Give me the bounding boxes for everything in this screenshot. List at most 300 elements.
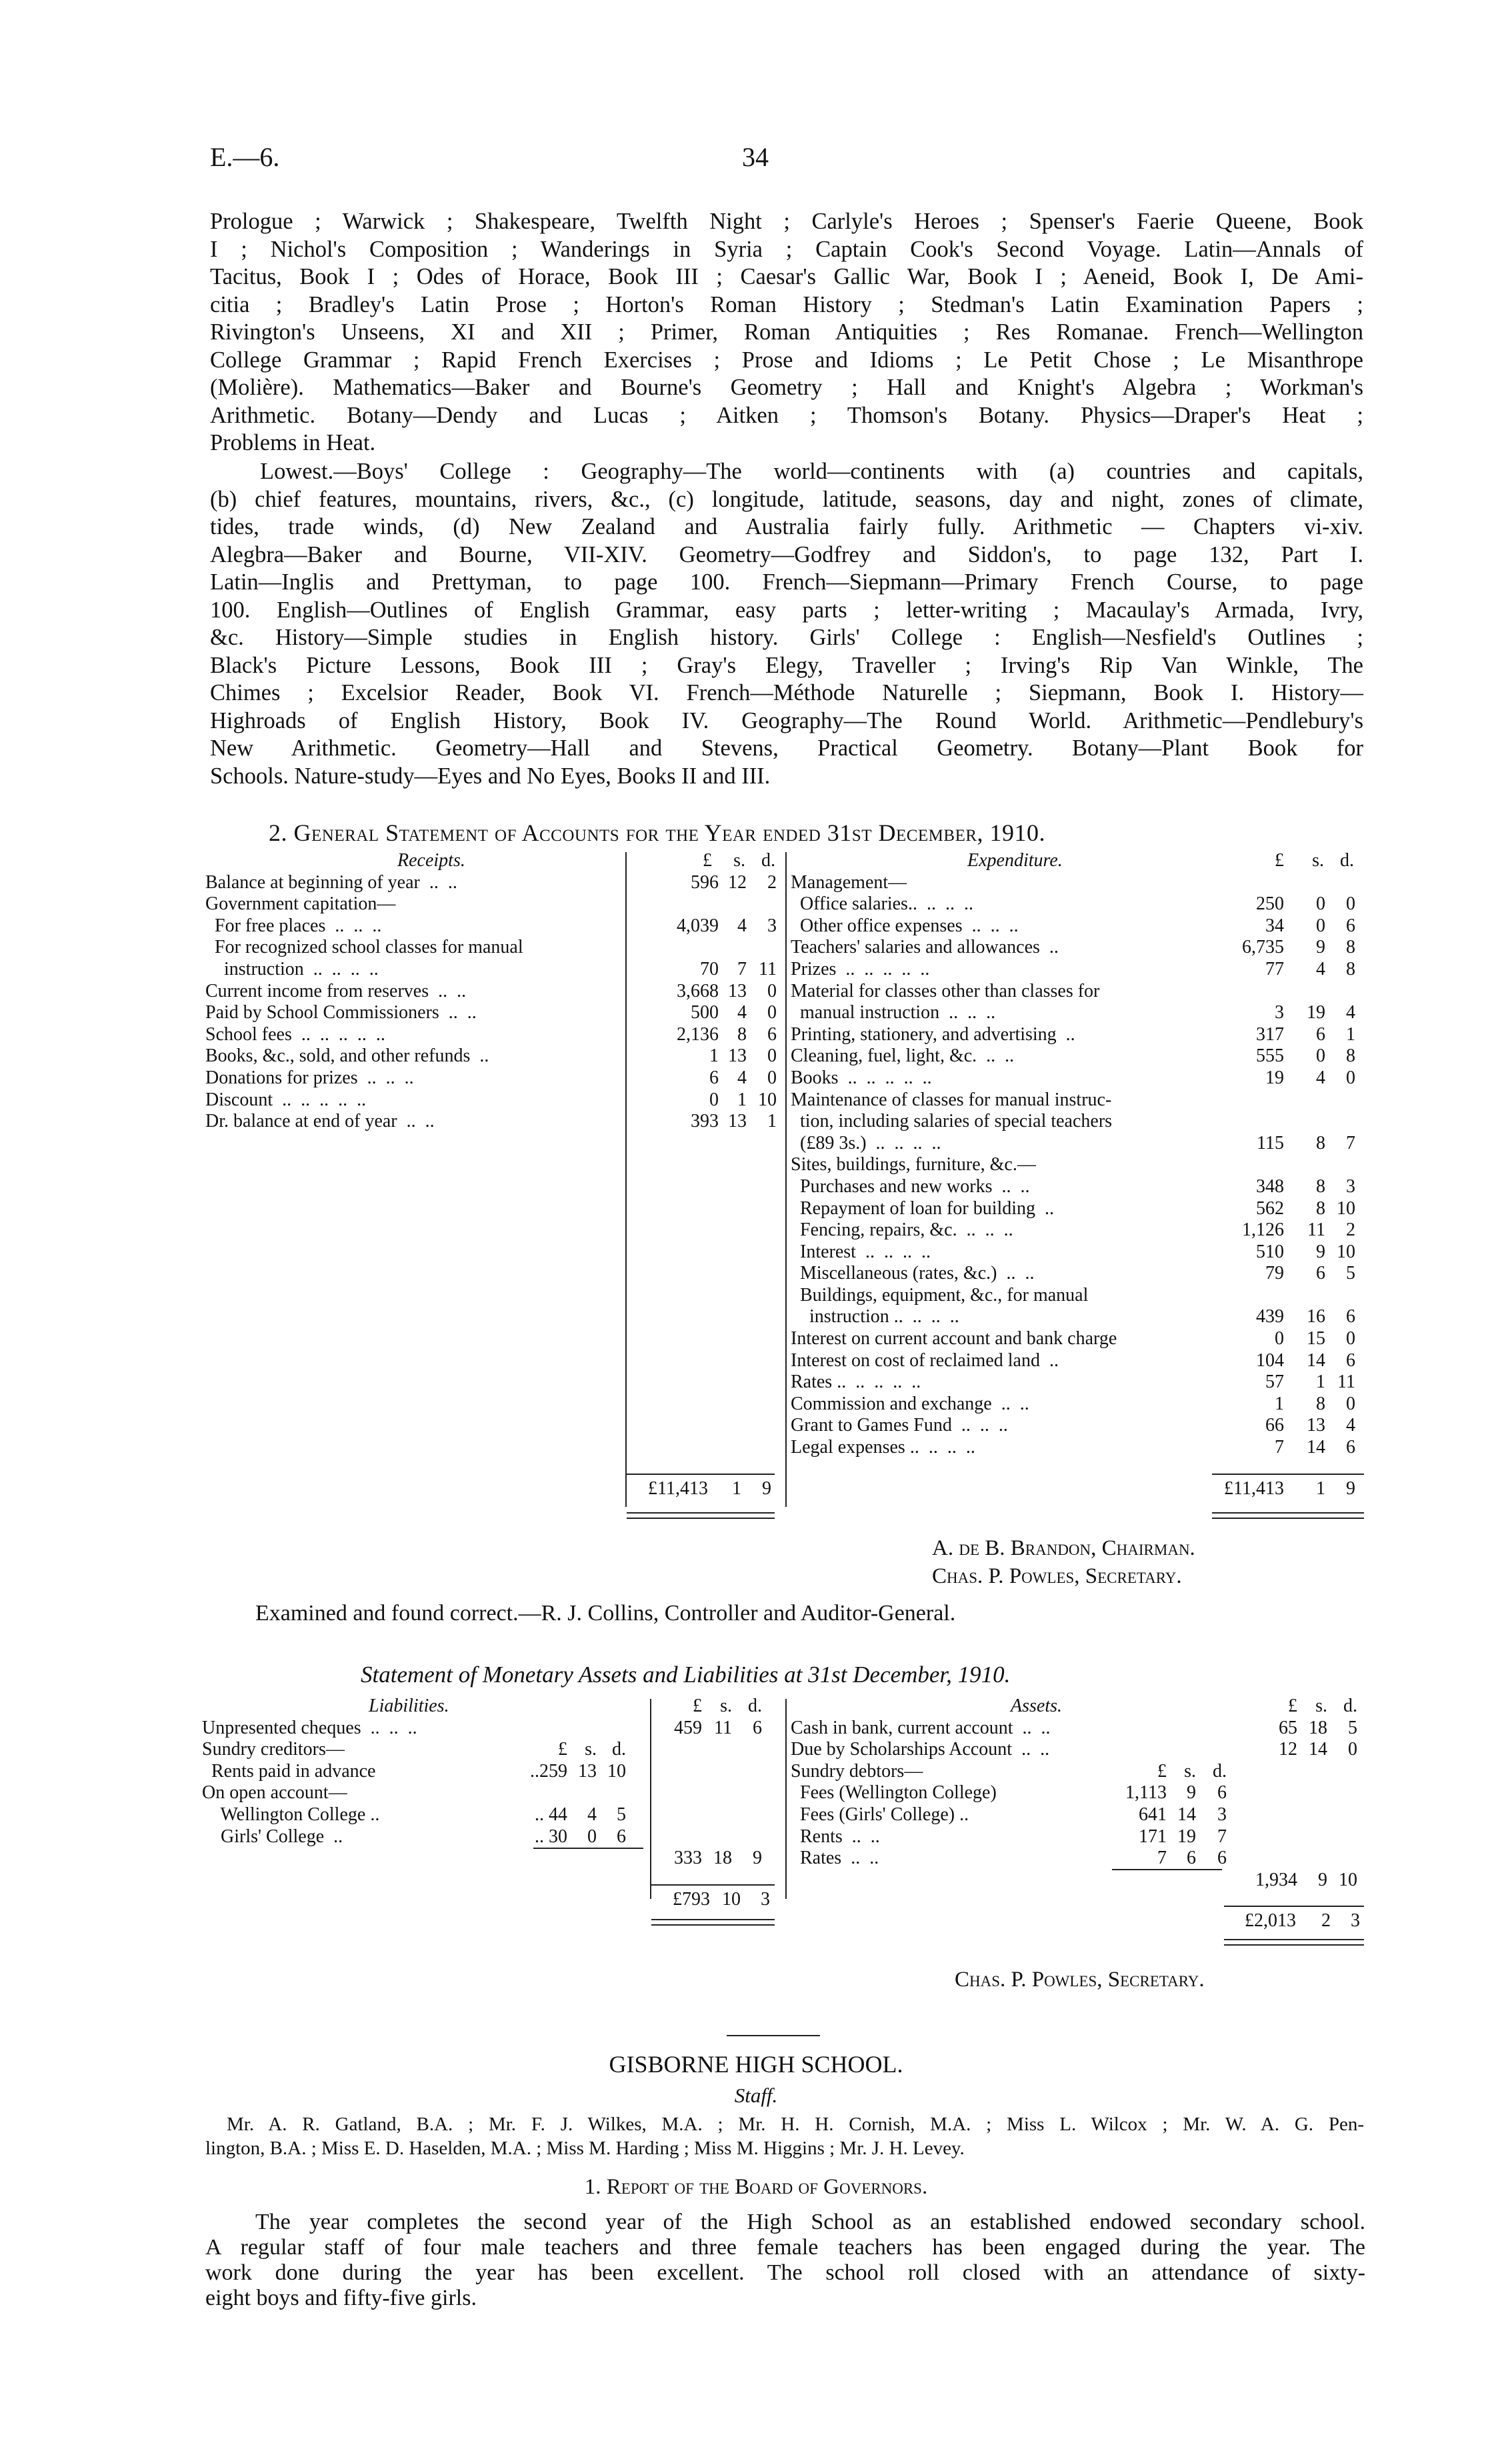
amount-pounds: 500 — [691, 1002, 719, 1023]
amount-shillings: 4 — [737, 1067, 747, 1088]
text-line: The year completes the second year of the High School as an established endowed secondary school. — [255, 2210, 1365, 2234]
amount-shillings: 14 — [1307, 1350, 1325, 1371]
amount-shillings: 1 — [1316, 1372, 1325, 1393]
amount-shillings: 15 — [1307, 1328, 1325, 1350]
amount-shillings: 8 — [1316, 1132, 1325, 1153]
row-label: Purchases and new works .. .. — [791, 1175, 1030, 1197]
text-line: A regular staff of four male teachers and three female teachers has been engaged during the year. The — [205, 2235, 1365, 2260]
amount-shillings: 14 — [1309, 1739, 1327, 1760]
assets-header-row — [791, 1696, 1364, 1718]
expenditure-double-rule-2 — [1212, 1518, 1364, 1519]
inner-pounds: 1,113 — [1125, 1782, 1167, 1804]
row-label: Miscellaneous (rates, &c.) .. .. — [791, 1263, 1035, 1284]
table-row — [791, 1089, 1364, 1111]
report-paragraph — [205, 2210, 1365, 2311]
inner-pence: 7 — [1217, 1826, 1227, 1847]
assets-column-divider — [785, 1699, 787, 1899]
table-row — [791, 1848, 1364, 1870]
liabilities-total-shillings: 10 — [722, 1889, 741, 1910]
expenditure-heading: Expenditure. — [967, 850, 1063, 871]
staff-list-line-2: lington, B.A. ; Miss E. D. Haselden, M.A. ; Miss M. Harding ; Miss M. Higgins ; Mr. J. H. Levey. — [205, 2138, 965, 2159]
report-heading: 1. Report of the Board of Governors. — [584, 2175, 928, 2199]
text-line: Prologue ; Warwick ; Shakespeare, Twelfth Night ; Carlyle's Heroes ; Spenser's Faerie Queene, Book — [210, 209, 1363, 234]
staff-list-line-1: Mr. A. R. Gatland, B.A. ; Mr. F. J. Wilkes, M.A. ; Mr. H. H. Cornish, M.A. ; Miss L. Wilcox ; Mr. W. A. G. Pen- — [227, 2114, 1364, 2135]
amount-pence: 0 — [1348, 1739, 1357, 1760]
table-row — [791, 1133, 1364, 1155]
row-label: (£89 3s.) .. .. .. .. — [791, 1132, 941, 1153]
amount-pence: 11 — [759, 958, 777, 979]
table-row — [791, 1826, 1364, 1848]
table-row — [791, 1437, 1364, 1459]
row-label: Due by Scholarships Account .. .. — [791, 1739, 1050, 1760]
row-label: Interest .. .. .. .. — [791, 1241, 931, 1262]
row-label: Management— — [791, 871, 907, 893]
table-row — [791, 1198, 1364, 1220]
amount-pounds: 65 — [1279, 1717, 1297, 1738]
text-line: Schools. Nature-study—Eyes and No Eyes, Books II and III. — [210, 763, 771, 789]
text-line: Chimes ; Excelsior Reader, Book VI. French—Méthode Naturelle ; Siepmann, Book I. History— — [210, 680, 1363, 705]
row-label: Government capitation— — [205, 893, 396, 915]
text-line: I ; Nichol's Composition ; Wanderings in Syria ; Captain Cook's Second Voyage. Latin—Annals of — [210, 236, 1363, 262]
amount-shillings: 8 — [1316, 1175, 1325, 1197]
col-pence: d. — [1340, 850, 1354, 871]
row-label: Other office expenses .. .. .. — [791, 915, 1019, 936]
inner-pounds: .. 30 — [535, 1826, 567, 1847]
amount-pounds: 57 — [1265, 1372, 1284, 1393]
text-line: New Arithmetic. Geometry—Hall and Stevens, Practical Geometry. Botany—Plant Book for — [210, 735, 1363, 761]
amount-pence: 6 — [767, 1023, 777, 1045]
text-line: 100. English—Outlines of English Grammar, easy parts ; letter-writing ; Macaulay's Armada, Ivry, — [210, 597, 1363, 623]
amount-pounds: 7 — [1275, 1437, 1284, 1458]
amount-shillings: 9 — [1316, 937, 1325, 958]
table-row — [202, 1782, 775, 1804]
row-label: Grant to Games Fund .. .. .. — [791, 1415, 1008, 1436]
expenditure-total-rule — [1212, 1474, 1364, 1475]
row-label: Legal expenses .. .. .. .. — [791, 1437, 975, 1458]
receipts-amount-rule — [625, 852, 627, 1507]
amount-pounds: 79 — [1265, 1263, 1284, 1284]
text-line: citia ; Bradley's Latin Prose ; Horton's Roman History ; Stedman's Latin Examination Papers ; — [210, 291, 1363, 317]
inner-shillings: s. — [1184, 1760, 1196, 1782]
assets-total-pence: 3 — [1351, 1910, 1360, 1931]
amount-pounds: 0 — [709, 1089, 719, 1110]
amount-shillings: 12 — [728, 871, 747, 893]
table-row — [791, 1263, 1364, 1285]
amount-shillings: 16 — [1307, 1306, 1325, 1328]
staff-heading: Staff. — [734, 2084, 778, 2107]
amount-shillings: 4 — [1316, 1067, 1325, 1088]
amount-shillings: 4 — [1316, 958, 1325, 979]
row-label: Cash in bank, current account .. .. — [791, 1717, 1051, 1738]
amount-shillings: 0 — [1316, 915, 1325, 936]
amount-pence: 10 — [1337, 1197, 1355, 1219]
text-line: &c. History—Simple studies in English history. Girls' College : English—Nesfield's Outlines ; — [210, 625, 1363, 650]
amount-pence: 2 — [1346, 1219, 1355, 1241]
table-row — [791, 937, 1364, 959]
intro-paragraph — [210, 208, 1363, 457]
text-line: Lowest.—Boys' College : Geography—The world—continents with (a) countries and capitals, — [260, 459, 1363, 484]
row-label: Donations for prizes .. .. .. — [205, 1067, 414, 1088]
amount-pounds: 250 — [1256, 893, 1284, 915]
col-shillings: s. — [733, 850, 745, 871]
amount-pence: 10 — [1339, 1869, 1357, 1890]
liabilities-subtotal-rule — [533, 1848, 643, 1849]
amount-pence: 2 — [767, 871, 777, 893]
table-row — [202, 1848, 775, 1870]
row-label: Rents .. .. — [791, 1826, 880, 1847]
col-shillings: s. — [1312, 850, 1324, 871]
amount-pence: 0 — [1346, 1067, 1355, 1088]
expenditure-double-rule-1 — [1212, 1512, 1364, 1514]
amount-pounds: 104 — [1256, 1350, 1284, 1371]
amount-pence: 10 — [1337, 1241, 1355, 1262]
amount-pence: 0 — [1346, 893, 1355, 915]
amount-pounds: 115 — [1257, 1132, 1284, 1153]
table-row — [205, 1045, 775, 1067]
amount-pounds: 393 — [691, 1111, 719, 1132]
receipts-total-pence: 9 — [762, 1478, 771, 1499]
assets-total-rule — [1224, 1906, 1364, 1907]
amount-pence: 7 — [1346, 1132, 1355, 1153]
table-row — [202, 1826, 775, 1848]
table-row — [791, 1024, 1364, 1046]
row-label: On open account— — [202, 1782, 347, 1804]
table-row — [791, 1870, 1364, 1892]
table-row — [205, 981, 775, 1003]
row-label: Sundry debtors— — [791, 1760, 923, 1782]
row-label: Rates .. .. .. .. .. — [791, 1372, 921, 1393]
receipts-double-rule-1 — [627, 1512, 775, 1514]
amount-shillings: 1 — [737, 1089, 747, 1110]
amount-shillings: 18 — [713, 1848, 732, 1869]
table-row — [205, 1089, 775, 1111]
amount-pence: 4 — [1346, 1002, 1355, 1023]
amount-pounds: 1,126 — [1242, 1219, 1284, 1241]
table-row — [791, 1219, 1364, 1242]
expenditure-total-shillings: 1 — [1316, 1478, 1325, 1499]
liabilities-amount-rule — [650, 1699, 651, 1899]
inner-shillings: 9 — [1187, 1782, 1196, 1804]
table-row — [791, 915, 1364, 937]
amount-shillings: 0 — [1316, 1045, 1325, 1067]
amount-pounds: 3 — [1275, 1002, 1284, 1023]
table-row — [205, 1067, 775, 1089]
section-separator — [727, 2035, 820, 2036]
amount-pounds: 555 — [1256, 1045, 1284, 1067]
receipts-double-rule-2 — [627, 1518, 775, 1519]
table-row — [205, 893, 775, 915]
accounts-title-number: 2. — [269, 819, 287, 846]
col-shillings: s. — [720, 1696, 732, 1716]
row-label: Office salaries.. .. .. .. — [791, 893, 973, 915]
text-line: Alegbra—Baker and Bourne, VII-XIV. Geometry—Godfrey and Siddon's, to page 132, Part I. — [210, 541, 1363, 567]
receipts-total-pounds: £11,413 — [648, 1478, 708, 1499]
receipts-table — [205, 850, 775, 1133]
table-row — [791, 872, 1364, 894]
amount-shillings: 14 — [1307, 1437, 1325, 1458]
amount-shillings: 9 — [1316, 1241, 1325, 1262]
row-label: Discount .. .. .. .. .. — [205, 1089, 367, 1110]
liabilities-header-row — [202, 1696, 775, 1718]
col-pence: d. — [761, 850, 775, 871]
amount-pence: 8 — [1346, 958, 1355, 979]
table-row — [791, 893, 1364, 915]
assets-double-rule-2 — [1224, 1944, 1364, 1946]
amount-pounds: 3,668 — [677, 980, 719, 1001]
row-label: Material for classes other than classes for — [791, 980, 1100, 1001]
amount-pence: 10 — [758, 1089, 777, 1110]
row-label: Commission and exchange .. .. — [791, 1393, 1029, 1414]
expenditure-table — [791, 850, 1364, 1459]
assets-total-pounds: £2,013 — [1245, 1910, 1296, 1931]
amount-pence: 6 — [1346, 1350, 1355, 1371]
inner-pence: 5 — [617, 1804, 626, 1825]
accounts-title-text: General Statement of Accounts for the Year ended 31st December, 1910. — [293, 819, 1046, 846]
lowest-paragraph — [210, 458, 1363, 790]
text-line: Rivington's Unseens, XI and XII ; Primer, Roman Antiquities ; Res Romanae. French—Wellington — [210, 319, 1363, 345]
receipts-heading: Receipts. — [397, 850, 465, 871]
table-row — [205, 872, 775, 894]
row-label: Cleaning, fuel, light, &c. .. .. — [791, 1045, 1015, 1067]
amount-shillings: 13 — [728, 980, 747, 1001]
row-label: Books, &c., sold, and other refunds .. — [205, 1045, 489, 1067]
table-row — [202, 1739, 775, 1761]
row-label: Interest on current account and bank charge — [791, 1328, 1117, 1350]
table-row — [791, 1350, 1364, 1372]
amount-pence: 0 — [1346, 1328, 1355, 1350]
text-line: Highroads of English History, Book IV. Geography—The Round World. Arithmetic—Pendlebury's — [210, 707, 1363, 733]
assets-title: Statement of Monetary Assets and Liabilities at 31st December, 1910. — [361, 1662, 1011, 1688]
amount-pence: 8 — [1346, 937, 1355, 958]
inner-pounds: .. 44 — [535, 1804, 567, 1825]
receipts-header-row — [205, 850, 775, 872]
row-label: For recognized school classes for manual — [205, 937, 523, 958]
liabilities-total-pence: 3 — [761, 1889, 770, 1910]
row-label: Rates .. .. — [791, 1848, 879, 1869]
col-pounds: £ — [1288, 1696, 1297, 1716]
table-row — [791, 1242, 1364, 1264]
assets-subtotal-rule — [1112, 1869, 1222, 1870]
school-heading: GISBORNE HIGH SCHOOL. — [609, 2051, 903, 2078]
inner-shillings: 0 — [587, 1826, 597, 1847]
amount-shillings: 6 — [1316, 1023, 1325, 1045]
text-line: (b) chief features, mountains, rivers, &c., (c) longitude, latitude, seasons, day and night, zones of climate, — [210, 486, 1363, 512]
text-line: Latin—Inglis and Prettyman, to page 100. French—Siepmann—Primary French Course, to page — [210, 569, 1363, 595]
table-row — [791, 1718, 1364, 1740]
inner-shillings: s. — [585, 1739, 597, 1760]
inner-pounds: 7 — [1157, 1848, 1167, 1869]
table-row — [791, 959, 1364, 981]
inner-pounds: 641 — [1139, 1804, 1167, 1825]
amount-shillings: 8 — [1316, 1393, 1325, 1414]
amount-shillings: 11 — [1307, 1219, 1325, 1241]
text-line: work done during the year has been excellent. The school roll closed with an attendance of sixty- — [205, 2260, 1365, 2285]
inner-pounds: ..259 — [530, 1760, 567, 1782]
amount-pence: 4 — [1346, 1415, 1355, 1436]
amount-pence: 1 — [767, 1111, 777, 1132]
inner-pence: 6 — [1217, 1848, 1227, 1869]
table-row — [791, 1739, 1364, 1761]
assets-secretary-signature: Chas. P. Powles, Secretary. — [955, 1968, 1205, 1992]
inner-shillings: 4 — [587, 1804, 597, 1825]
amount-pounds: 439 — [1256, 1306, 1284, 1328]
row-label: Current income from reserves .. .. — [205, 980, 467, 1001]
secretary-signature: Chas. P. Powles, Secretary. — [932, 1564, 1182, 1588]
page-number: 34 — [742, 142, 769, 172]
row-label: Rents paid in advance — [202, 1760, 376, 1782]
amount-pence: 0 — [767, 1002, 777, 1023]
inner-pence: 6 — [617, 1826, 626, 1847]
liabilities-table — [202, 1696, 775, 1870]
text-line: Tacitus, Book I ; Odes of Horace, Book III ; Caesar's Gallic War, Book I ; Aeneid, Book I, De Ami- — [210, 264, 1363, 289]
table-row — [791, 1111, 1364, 1133]
amount-pence: 6 — [753, 1717, 762, 1738]
amount-pounds: 12 — [1279, 1739, 1297, 1760]
table-row — [791, 1154, 1364, 1176]
liabilities-total-rule — [651, 1884, 775, 1886]
table-row — [791, 1002, 1364, 1024]
table-row — [205, 937, 775, 959]
table-row — [791, 1394, 1364, 1416]
amount-shillings: 9 — [1318, 1869, 1327, 1890]
table-row — [791, 1045, 1364, 1067]
amount-pence: 5 — [1346, 1263, 1355, 1284]
row-label: Dr. balance at end of year .. .. — [205, 1111, 435, 1132]
amount-pence: 6 — [1346, 1306, 1355, 1328]
table-row — [791, 1761, 1364, 1783]
amount-pounds: 6 — [709, 1067, 719, 1088]
row-label: Printing, stationery, and advertising .. — [791, 1023, 1075, 1045]
row-label: Balance at beginning of year .. .. — [205, 871, 457, 893]
amount-shillings: 4 — [737, 1002, 747, 1023]
inner-shillings: 13 — [578, 1760, 597, 1782]
col-shillings: s. — [1315, 1696, 1327, 1716]
row-label: manual instruction .. .. .. — [791, 1002, 996, 1023]
col-pounds: £ — [693, 1696, 702, 1716]
amount-pounds: 1 — [709, 1045, 719, 1067]
receipts-total-rule — [627, 1474, 775, 1475]
inner-pounds: £ — [558, 1739, 567, 1760]
amount-pence: 11 — [1337, 1372, 1355, 1393]
amount-shillings: 13 — [728, 1111, 747, 1132]
amount-shillings: 8 — [737, 1023, 747, 1045]
row-label: Fees (Girls' College) .. — [791, 1804, 969, 1825]
amount-pence: 0 — [767, 1045, 777, 1067]
inner-shillings: 6 — [1187, 1848, 1196, 1869]
table-row — [791, 1067, 1364, 1089]
inner-pence: 3 — [1217, 1804, 1227, 1825]
row-label: Girls' College .. — [202, 1826, 343, 1847]
table-row — [205, 915, 775, 937]
amount-pence: 3 — [767, 915, 777, 936]
row-label: Sundry creditors— — [202, 1739, 345, 1760]
expenditure-total-pounds: £11,413 — [1224, 1478, 1284, 1499]
row-label: instruction .. .. .. .. — [791, 1306, 959, 1328]
assets-total-shillings: 2 — [1321, 1910, 1331, 1931]
amount-pounds: 2,136 — [677, 1023, 719, 1045]
inner-pence: 10 — [607, 1760, 626, 1782]
amount-pounds: 459 — [674, 1717, 702, 1738]
row-label: Interest on cost of reclaimed land .. — [791, 1350, 1059, 1371]
amount-pounds: 1 — [1275, 1393, 1284, 1414]
amount-pounds: 562 — [1256, 1197, 1284, 1219]
amount-pence: 6 — [1346, 1437, 1355, 1458]
row-label: Maintenance of classes for manual instruc- — [791, 1089, 1112, 1110]
amount-pounds: 6,735 — [1242, 937, 1284, 958]
row-label: Books .. .. .. .. .. — [791, 1067, 932, 1088]
accounts-title — [269, 819, 1045, 847]
text-line: College Grammar ; Rapid French Exercises ; Prose and Idioms ; Le Petit Chose ; Le Misanthrope — [210, 347, 1363, 373]
table-row — [791, 1372, 1364, 1394]
inner-pounds: 171 — [1139, 1826, 1167, 1847]
liabilities-total-pounds: £793 — [673, 1889, 710, 1910]
inner-pence: 6 — [1217, 1782, 1227, 1804]
amount-pounds: 348 — [1256, 1175, 1284, 1197]
table-row — [791, 1176, 1364, 1198]
table-row — [205, 959, 775, 981]
text-line: Black's Picture Lessons, Book III ; Gray's Elegy, Traveller ; Irving's Rip Van Winkle, The — [210, 652, 1363, 678]
row-label: Paid by School Commissioners .. .. — [205, 1002, 477, 1023]
amount-shillings: 6 — [1316, 1263, 1325, 1284]
amount-pounds: 510 — [1256, 1241, 1284, 1262]
table-row — [202, 1804, 775, 1826]
table-row — [791, 1285, 1364, 1307]
table-row — [791, 1415, 1364, 1437]
inner-pence: d. — [612, 1739, 626, 1760]
col-pounds: £ — [703, 850, 712, 871]
table-row — [202, 1718, 775, 1740]
chairman-signature: A. de B. Brandon, Chairman. — [932, 1536, 1195, 1560]
row-label: Prizes .. .. .. .. .. — [791, 958, 930, 979]
examined-statement: Examined and found correct.—R. J. Collins, Controller and Auditor-General. — [255, 1601, 956, 1626]
expenditure-header-row — [791, 850, 1364, 872]
amount-pence: 0 — [767, 980, 777, 1001]
amount-pounds: 0 — [1275, 1328, 1284, 1350]
row-label: School fees .. .. .. .. .. — [205, 1023, 385, 1045]
amount-pounds: 4,039 — [677, 915, 719, 936]
running-header-left: E.—6. — [210, 142, 280, 172]
inner-shillings: 19 — [1177, 1826, 1196, 1847]
table-row — [205, 1024, 775, 1046]
amount-shillings: 8 — [1316, 1197, 1325, 1219]
amount-pence: 5 — [1348, 1717, 1357, 1738]
col-pence: d. — [748, 1696, 762, 1716]
receipts-total-shillings: 1 — [732, 1478, 741, 1499]
amount-shillings: 4 — [737, 915, 747, 936]
row-label: Unpresented cheques .. .. .. — [202, 1717, 417, 1738]
amount-pounds: 1,934 — [1255, 1869, 1297, 1890]
amount-pounds: 77 — [1265, 958, 1284, 979]
amount-pounds: 70 — [700, 958, 719, 979]
amount-pounds: 596 — [691, 871, 719, 893]
table-row — [791, 1306, 1364, 1328]
text-line: Problems in Heat. — [210, 430, 376, 455]
row-label: Sites, buildings, furniture, &c.— — [791, 1154, 1036, 1175]
amount-shillings: 13 — [1307, 1415, 1325, 1436]
table-row — [205, 1002, 775, 1024]
expenditure-total-pence: 9 — [1346, 1478, 1355, 1499]
column-divider — [785, 852, 787, 1507]
row-label: instruction .. .. .. .. — [205, 958, 379, 979]
amount-pence: 9 — [753, 1848, 762, 1869]
liabilities-double-rule-2 — [651, 1924, 775, 1926]
row-label: Fencing, repairs, &c. .. .. .. — [791, 1219, 1013, 1241]
amount-pence: 1 — [1346, 1023, 1355, 1045]
amount-pounds: 317 — [1256, 1023, 1284, 1045]
amount-pounds: 333 — [674, 1848, 702, 1869]
amount-pence: 8 — [1346, 1045, 1355, 1067]
row-label: Repayment of loan for building .. — [791, 1197, 1055, 1219]
